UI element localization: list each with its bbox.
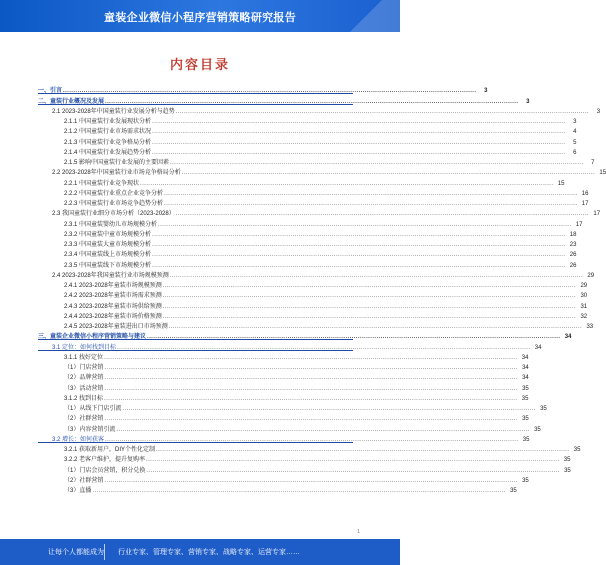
- toc-entry[interactable]: [38, 463, 571, 474]
- toc-leader-dots: ........................................................................................................................................................................................................: [152, 252, 566, 259]
- toc-entry-label: 2.1.5 影响中国童装行业发展的主要因素: [64, 160, 170, 166]
- toc-entry-page: 35: [573, 447, 581, 453]
- toc-entry[interactable]: [38, 207, 601, 218]
- toc-leader-dots: ........................................................................................................................................................................................................: [140, 180, 554, 187]
- toc-leader-dots: ........................................................................................................................................................................................................: [104, 354, 518, 361]
- toc-entry-page: 35: [522, 477, 529, 484]
- toc-entry-page: 18: [569, 231, 577, 238]
- toc-entry[interactable]: [38, 228, 577, 238]
- toc-leader-dots: ........................................................................................................................................................................................................: [152, 139, 566, 146]
- toc-leader-dots: ........................................................................................................................................................................................................: [104, 477, 518, 484]
- toc-entry-label: （3）活动营销: [64, 385, 104, 392]
- toc-entry-page: 34: [522, 365, 529, 371]
- toc-leader-dots: ........................................................................................................................................................................................................: [152, 231, 566, 238]
- toc-entry-label: 二、童装行业概况及发展: [38, 98, 105, 105]
- toc-entry[interactable]: [38, 453, 571, 464]
- toc-leader-dots: ........................................................................................................................................................................................................: [170, 160, 584, 166]
- toc-entry-page: 35: [534, 426, 541, 433]
- toc-entry[interactable]: [38, 320, 594, 330]
- toc-entry-label: 2.4.3 2023-2028年童装市场供给预测: [64, 303, 162, 310]
- toc-entry-page: 6: [573, 149, 577, 156]
- toc-entry[interactable]: [38, 156, 595, 166]
- toc-entry-page: 35: [521, 395, 529, 402]
- toc-entry[interactable]: [38, 115, 577, 125]
- toc-leader-dots: ........................................................................................................................................................................................................: [164, 201, 578, 207]
- report-title: 童装企业微信小程序营销策略研究报告: [103, 12, 297, 24]
- toc-entry-label: 2.4.1 2023-2028年童装市场规模预测: [64, 283, 162, 289]
- toc-entry[interactable]: [38, 187, 589, 197]
- toc-entry[interactable]: [38, 258, 577, 269]
- toc-entry[interactable]: [38, 217, 583, 228]
- toc-entry-page: 17: [593, 211, 601, 218]
- toc-entry[interactable]: [38, 299, 588, 310]
- toc-entry-label: （2）品牌营销: [64, 375, 104, 382]
- toc-entry-label: （3）内容营销引流: [64, 426, 116, 433]
- toc-entry-page: 34: [534, 344, 542, 351]
- toc-entry-label: 2.4.4 2023-2028年童装市场价格预测: [64, 313, 162, 320]
- toc-entry-label: 2.4.5 2023-2028年童装进出口市场预测: [64, 324, 168, 330]
- toc-entry-label: 3.1.1 找好定位: [64, 354, 104, 361]
- toc-entry[interactable]: [38, 135, 577, 146]
- toc-leader-dots: ........................................................................................................................................................................................................: [104, 365, 518, 371]
- toc-entry[interactable]: [38, 289, 588, 300]
- toc-entry-page: 5: [573, 139, 577, 146]
- footer-slogan: 让每个人都能成为: [48, 549, 104, 556]
- toc-leader-dots: ........................................................................................................................................................................................................: [162, 283, 577, 289]
- toc-leader-dots: ........................................................................................................................................................................................................: [146, 467, 560, 474]
- toc-entry-page: 34: [521, 354, 529, 361]
- toc-entry[interactable]: [38, 105, 601, 115]
- toc-leader-dots: ........................................................................................................................................................................................................: [104, 416, 518, 423]
- toc-entry[interactable]: [38, 84, 488, 95]
- toc-leader-dots: ........................................................................................................................................................................................................: [181, 170, 596, 177]
- toc-entry[interactable]: [38, 146, 577, 156]
- toc-entry-label: （2）社群营销: [64, 477, 104, 484]
- toc-entry-label: （1）门店营销: [64, 365, 104, 371]
- toc-entry-label: 2.2 2023-2028年中国童装行业市场竞争格局分析: [52, 170, 181, 177]
- toc-entry-page: 4: [573, 129, 577, 136]
- toc-entry-label: 三、童装企业微信小程序营销策略与建议: [38, 334, 147, 341]
- toc-entry-label: 3.1.2 找到目标: [64, 395, 104, 402]
- toc-entry-label: 3.1 定位：如何找到目标: [52, 344, 117, 351]
- toc-entry-page: 3: [596, 108, 601, 115]
- toc-entry-page: 35: [522, 416, 529, 423]
- toc-entry[interactable]: [38, 125, 577, 136]
- toc-leader-dots: ........................................................................................................................................................................................................: [156, 447, 570, 453]
- toc-entry[interactable]: [38, 371, 529, 382]
- toc-entry[interactable]: [38, 248, 577, 259]
- toc-leader-dots: ........................................................................................................................................................................................................: [175, 108, 590, 115]
- toc-heading: 内容目录: [169, 57, 230, 72]
- toc-entry[interactable]: [38, 381, 529, 392]
- toc-entry-label: 2.3.4 中国童装线上市场规模分析: [64, 252, 152, 259]
- toc-entry-page: 3: [573, 119, 577, 125]
- toc-entry-page: 34: [522, 375, 529, 382]
- toc-leader-dots: ........................................................................................................................................................................................................: [169, 272, 584, 279]
- toc-leader-dots: ........................................................................................................................................................................................................: [116, 426, 530, 433]
- toc-entry-page: 35: [563, 457, 571, 464]
- toc-entry-page: 34: [564, 334, 572, 341]
- toc-entry-label: 3.2 增长：如何获客: [52, 436, 105, 443]
- toc-entry-label: 2.4 2023-2028年我国童装行业市场规模预测: [52, 272, 169, 279]
- report-footer: [0, 539, 400, 565]
- toc-leader-dots: ........................................................................................................................................................................................................: [164, 190, 578, 197]
- footer-divider: [104, 544, 105, 560]
- toc-entry-label: 2.3.1 中国童装婴幼儿市场规模分析: [64, 221, 158, 228]
- toc-entry[interactable]: [38, 238, 577, 248]
- toc-leader-dots: ........................................................................................................................................................................................................: [147, 334, 561, 341]
- toc-leader-dots: ........................................................................................................................................................................................................: [122, 406, 536, 412]
- toc-entry-page: 30: [580, 293, 588, 300]
- toc-leader-dots: ........................................................................................................................................................................................................: [104, 385, 518, 392]
- toc-entry[interactable]: [38, 422, 541, 433]
- toc-entry-page: 35: [510, 488, 517, 494]
- toc-leader-dots: ........................................................................................................................................................................................................: [175, 211, 590, 218]
- toc-leader-dots: ........................................................................................................................................................................................................: [168, 324, 583, 330]
- toc-leader-dots: ........................................................................................................................................................................................................: [162, 293, 577, 300]
- toc-entry-label: 3.2.1 获取新用户，DIY个性化定制: [64, 447, 156, 453]
- toc-entry-page: 26: [569, 252, 577, 259]
- toc-entry-label: 2.1.3 中国童装行业竞争格局分析: [64, 139, 152, 146]
- toc-leader-dots: ........................................................................................................................................................................................................: [162, 303, 577, 310]
- toc-entry[interactable]: [38, 402, 547, 412]
- toc-entry-page: 15: [599, 170, 606, 177]
- toc-entry-label: 2.1.1 中国童装行业发展现状分析: [64, 119, 152, 125]
- toc-leader-dots: ........................................................................................................................................................................................................: [152, 242, 566, 248]
- toc-leader-dots: ........................................................................................................................................................................................................: [152, 149, 566, 156]
- report-header: [0, 0, 400, 32]
- toc-leader-dots: ........................................................................................................................................................................................................: [152, 119, 566, 125]
- toc-leader-dots: ........................................................................................................................................................................................................: [63, 88, 477, 95]
- toc-leader-dots: ........................................................................................................................................................................................................: [152, 129, 566, 136]
- toc-entry-page: 35: [522, 385, 529, 392]
- toc-entry-label: 2.3 我国童装行业细分市场分析（2023-2028）: [52, 211, 175, 218]
- toc-entry-page: 3: [484, 88, 488, 95]
- toc-entry-label: （1）门店会员营销，积分兑换: [64, 467, 146, 474]
- toc-entry-page: 15: [557, 180, 565, 187]
- toc-entry-page: 33: [586, 324, 594, 330]
- toc-entry-label: 2.3.5 中国童装线下市场规模分析: [64, 262, 152, 269]
- toc-entry-label: 2.1.4 中国童装行业发展趋势分析: [64, 149, 152, 156]
- table-of-contents: [38, 84, 606, 494]
- toc-leader-dots: ........................................................................................................................................................................................................: [105, 436, 519, 443]
- toc-entry[interactable]: [38, 310, 588, 320]
- toc-entry-page: 29: [587, 272, 595, 279]
- toc-entry-label: 2.2.1 中国童装行业竞争现状: [64, 180, 140, 187]
- toc-leader-dots: ........................................................................................................................................................................................................: [117, 344, 531, 351]
- toc-entry[interactable]: [38, 197, 589, 207]
- toc-entry-label: （2）社群营销: [64, 416, 104, 423]
- toc-entry-label: 一、引言: [38, 88, 63, 95]
- toc-entry-page: 35: [540, 406, 547, 412]
- toc-entry[interactable]: [38, 443, 581, 453]
- toc-entry[interactable]: [38, 94, 530, 105]
- page-number: 1: [357, 529, 360, 535]
- toc-entry-page: 26: [569, 262, 577, 269]
- toc-entry-page: 17: [575, 221, 583, 228]
- toc-entry[interactable]: [38, 330, 572, 341]
- toc-entry-label: 2.2.3 中国童装行业市场竞争趋势分析: [64, 201, 164, 207]
- toc-entry[interactable]: [38, 433, 530, 443]
- toc-entry-page: 31: [580, 303, 588, 310]
- toc-entry[interactable]: [38, 166, 606, 177]
- toc-entry[interactable]: [38, 474, 529, 484]
- toc-leader-dots: ........................................................................................................................................................................................................: [104, 395, 518, 402]
- toc-entry-label: 2.4.2 2023-2028年童装市场需求预测: [64, 293, 162, 300]
- toc-entry-label: 2.3.2 中国童装中童市场规模分析: [64, 231, 152, 238]
- toc-entry[interactable]: [38, 340, 542, 351]
- toc-entry-page: 32: [580, 313, 588, 320]
- toc-leader-dots: ........................................................................................................................................................................................................: [104, 375, 518, 382]
- toc-entry-label: 2.3.3 中国童装大童市场规模分析: [64, 242, 152, 248]
- toc-leader-dots: ........................................................................................................................................................................................................: [158, 221, 572, 228]
- footer-tagline: 行业专家、管理专家、营销专家、战略专家、运营专家……: [118, 549, 300, 556]
- toc-entry[interactable]: [38, 412, 529, 423]
- toc-entry[interactable]: [38, 269, 595, 279]
- toc-entry-page: 29: [580, 283, 588, 289]
- toc-entry-page: 23: [569, 242, 577, 248]
- toc-entry-label: 3.2.2 老客户维护，提升复购率: [64, 457, 146, 464]
- toc-entry-page: 35: [522, 436, 530, 443]
- toc-entry-label: （1）从线下门店引流: [64, 406, 122, 412]
- toc-entry[interactable]: [38, 392, 529, 402]
- toc-entry-page: 3: [526, 98, 530, 105]
- toc-entry[interactable]: [38, 484, 517, 494]
- toc-entry-page: 35: [564, 467, 571, 474]
- toc-entry[interactable]: [38, 351, 529, 361]
- toc-entry-label: 2.2.2 中国童装行业重点企业竞争分析: [64, 190, 164, 197]
- toc-entry-label: 2.1 2023-2028年中国童装行业发展分析与趋势: [52, 108, 175, 115]
- toc-entry-page: 17: [581, 201, 589, 207]
- toc-leader-dots: ........................................................................................................................................................................................................: [152, 262, 566, 269]
- toc-entry-page: 16: [581, 190, 589, 197]
- toc-leader-dots: ........................................................................................................................................................................................................: [146, 457, 560, 464]
- toc-leader-dots: ........................................................................................................................................................................................................: [162, 313, 577, 320]
- toc-entry[interactable]: [38, 279, 588, 289]
- toc-entry[interactable]: [38, 361, 529, 371]
- toc-entry[interactable]: [38, 176, 565, 187]
- toc-entry-page: 7: [591, 160, 595, 166]
- toc-leader-dots: ........................................................................................................................................................................................................: [92, 488, 506, 494]
- toc-leader-dots: ........................................................................................................................................................................................................: [105, 98, 519, 105]
- toc-entry-label: 2.1.2 中国童装行业市场需求状况: [64, 129, 152, 136]
- toc-entry-label: （3）直播: [64, 488, 92, 494]
